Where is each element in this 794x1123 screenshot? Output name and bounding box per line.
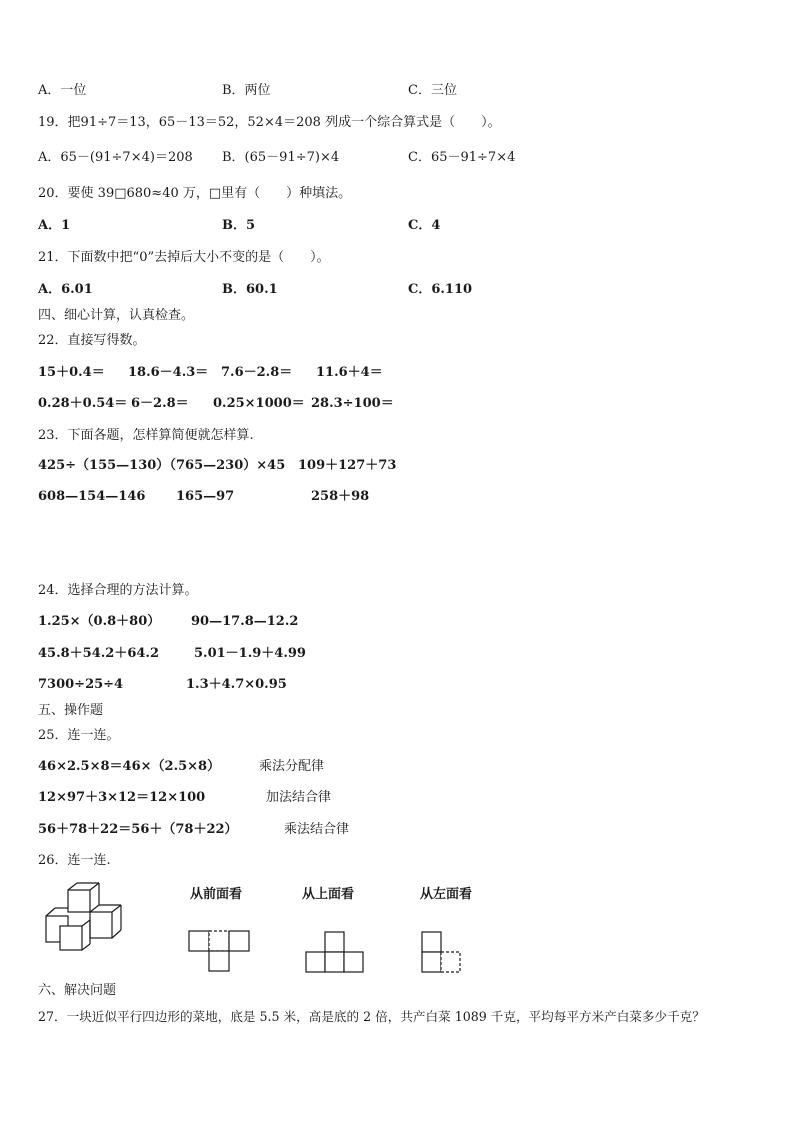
q24-item[interactable]: 1.3＋4.7×0.95 xyxy=(186,677,287,692)
q24-item[interactable]: 5.01－1.9＋4.99 xyxy=(194,646,306,661)
q24-item[interactable]: 1.25×（0.8＋80） xyxy=(38,614,161,629)
q21-stem: 21．下面数中把“0”去掉后大小不变的是（ ）。 xyxy=(38,250,330,265)
q24-item[interactable]: 45.8＋54.2＋64.2 xyxy=(38,646,159,661)
q25-right-item[interactable]: 加法结合律 xyxy=(266,790,332,805)
q24-item[interactable]: 90—17.8—12.2 xyxy=(191,614,299,629)
q20-option-b[interactable]: B．5 xyxy=(222,218,256,233)
q23-item[interactable]: 109＋127＋73 xyxy=(298,458,397,473)
q25-left-item[interactable]: 46×2.5×8＝46×（2.5×8） xyxy=(38,759,221,774)
q25-right-item[interactable]: 乘法分配律 xyxy=(259,759,325,774)
q20-stem: 20．要使 39□680≈40 万，□里有（ ）种填法。 xyxy=(38,186,352,201)
q22-stem: 22．直接写得数。 xyxy=(38,333,146,348)
q25-right-item[interactable]: 乘法结合律 xyxy=(284,822,350,837)
q21-option-c[interactable]: C．6.110 xyxy=(408,282,473,297)
q22-item[interactable]: 6－2.8＝ xyxy=(131,396,189,411)
q22-item[interactable]: 0.25×1000＝ xyxy=(213,396,305,411)
q26-view-label-left: 从左面看 xyxy=(420,887,473,902)
section-4-title: 四、细心计算，认真检查。 xyxy=(38,308,195,323)
q24-item[interactable]: 7300÷25÷4 xyxy=(38,677,124,692)
front-view-shape[interactable] xyxy=(188,930,253,975)
left-view-shape[interactable] xyxy=(421,931,466,976)
q25-left-item[interactable]: 12×97＋3×12＝12×100 xyxy=(38,790,206,805)
top-view-shape[interactable] xyxy=(305,931,365,976)
q18-option-c[interactable]: C．三位 xyxy=(408,83,457,98)
q19-option-c[interactable]: C．65－91÷7×4 xyxy=(408,150,516,165)
q18-option-a[interactable]: A．一位 xyxy=(38,83,87,98)
section-5-title: 五、操作题 xyxy=(38,703,104,718)
q19-option-a[interactable]: A．65－(91÷7×4)＝208 xyxy=(38,150,193,165)
q25-stem: 25．连一连。 xyxy=(38,728,120,743)
q22-item[interactable]: 28.3÷100＝ xyxy=(311,396,394,411)
q25-left-item[interactable]: 56＋78＋22＝56＋（78＋22） xyxy=(38,822,238,837)
q20-option-a[interactable]: A．1 xyxy=(38,218,71,233)
q23-item[interactable]: 608—154—146 xyxy=(38,489,146,504)
q26-view-label-front: 从前面看 xyxy=(190,887,243,902)
section-6-title: 六、解决问题 xyxy=(38,983,117,998)
q19-option-b[interactable]: B．(65－91÷7)×4 xyxy=(222,150,340,165)
q23-item[interactable]: （765—230）×45 xyxy=(163,458,286,473)
q22-item[interactable]: 15＋0.4＝ xyxy=(38,365,105,380)
q23-item[interactable]: 425÷（155—130） xyxy=(38,458,170,473)
q22-item[interactable]: 18.6－4.3＝ xyxy=(128,365,209,380)
q23-stem: 23．下面各题，怎样算简便就怎样算. xyxy=(38,428,254,443)
q27-stem: 27．一块近似平行四边形的菜地，底是 5.5 米，高是底的 2 倍，共产白菜 1089 千克，平均每平方米产白菜多少千克？ xyxy=(38,1009,705,1024)
q20-option-c[interactable]: C．4 xyxy=(408,218,441,233)
q24-stem: 24．选择合理的方法计算。 xyxy=(38,583,198,598)
q21-option-b[interactable]: B．60.1 xyxy=(222,282,278,297)
q19-stem: 19．把91÷7＝13，65－13＝52，52×4＝208 列成一个综合算式是（ ）。 xyxy=(38,115,501,130)
q22-item[interactable]: 11.6＋4＝ xyxy=(316,365,383,380)
cube-stack-figure[interactable] xyxy=(40,882,140,952)
q23-item[interactable]: 165—97 xyxy=(176,489,235,504)
q22-item[interactable]: 0.28＋0.54＝ xyxy=(38,396,128,411)
q21-option-a[interactable]: A．6.01 xyxy=(38,282,93,297)
q18-option-b[interactable]: B．两位 xyxy=(222,83,271,98)
q26-stem: 26．连一连. xyxy=(38,853,111,868)
q22-item[interactable]: 7.6－2.8＝ xyxy=(221,365,293,380)
q26-view-label-top: 从上面看 xyxy=(302,887,355,902)
q23-item[interactable]: 258＋98 xyxy=(311,489,370,504)
